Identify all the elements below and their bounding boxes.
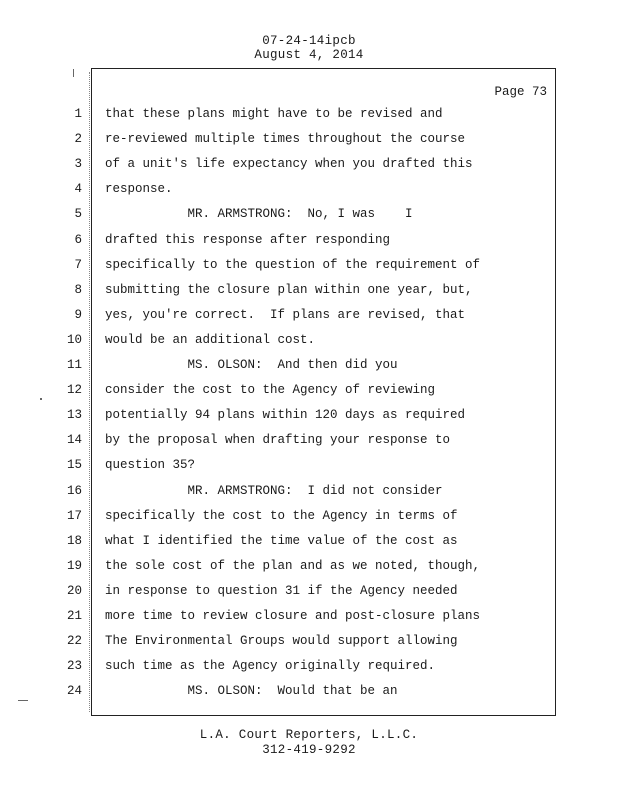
line-number: 20 [66,583,82,598]
line-text: MR. ARMSTRONG: I did not consider [105,483,443,498]
line-number: 11 [66,358,82,372]
line-number: 1 [74,107,82,121]
scan-speck [18,700,28,701]
line-text: in response to question 31 if the Agency needed [105,583,458,598]
line-text: more time to review closure and post-closure plans [105,609,481,623]
scan-speck [40,398,42,400]
line-number: 23 [66,659,82,674]
line-text: question 35? [105,458,196,473]
line-number: 21 [66,609,82,623]
line-text: would be an additional cost. [105,332,316,347]
line-text: drafted this response after responding [105,232,391,247]
line-text: MS. OLSON: And then did you [105,358,398,372]
line-number: 15 [66,458,82,473]
line-text: that these plans might have to be revised and [105,107,443,121]
line-number: 2 [74,132,82,147]
line-text: of a unit's life expectancy when you drafted this [105,157,473,172]
line-number: 3 [74,157,82,172]
line-number: 22 [66,634,82,649]
line-number: 24 [66,684,82,699]
transcript-id: 07-24-14ipcb [262,34,356,48]
reporter-phone: 312-419-9292 [262,743,356,757]
line-text: submitting the closure plan within one year, but, [105,282,473,297]
line-number: 19 [66,558,82,573]
line-text: potentially 94 plans within 120 days as required [105,408,466,423]
line-number: 7 [74,257,82,272]
line-number: 8 [74,282,82,297]
line-text: by the proposal when drafting your response to [105,433,451,448]
line-number: 17 [66,508,82,523]
line-text: yes, you're correct. If plans are revised, that [105,307,466,322]
line-number: 9 [74,307,82,322]
line-text: re-reviewed multiple times throughout the course [105,132,466,147]
line-text: consider the cost to the Agency of reviewing [105,383,436,398]
line-text: The Environmental Groups would support allowing [105,634,458,649]
transcript-date: August 4, 2014 [254,48,364,62]
line-number: 18 [66,533,82,548]
line-number: 10 [66,332,82,347]
line-number: 13 [66,408,82,423]
line-number: 14 [66,433,82,448]
line-number: 4 [74,182,82,197]
line-text: MR. ARMSTRONG: No, I was I [105,207,413,222]
line-text: what I identified the time value of the cost as [105,533,458,548]
reporter-name: L.A. Court Reporters, L.L.C. [199,728,419,742]
line-number: 5 [74,207,82,222]
line-number: 16 [66,483,82,498]
line-text: specifically the cost to the Agency in terms of [105,508,458,523]
margin-rule [89,72,90,712]
line-number: 6 [74,232,82,247]
line-number: 12 [66,383,82,398]
line-text: response. [105,182,173,197]
line-text: specifically to the question of the requirement of [105,257,481,272]
line-text: the sole cost of the plan and as we noted, though, [105,558,481,573]
page-number: Page 73 [494,85,547,99]
line-text: such time as the Agency originally required. [105,659,436,674]
line-text: MS. OLSON: Would that be an [105,684,398,699]
scan-speck [73,69,74,77]
